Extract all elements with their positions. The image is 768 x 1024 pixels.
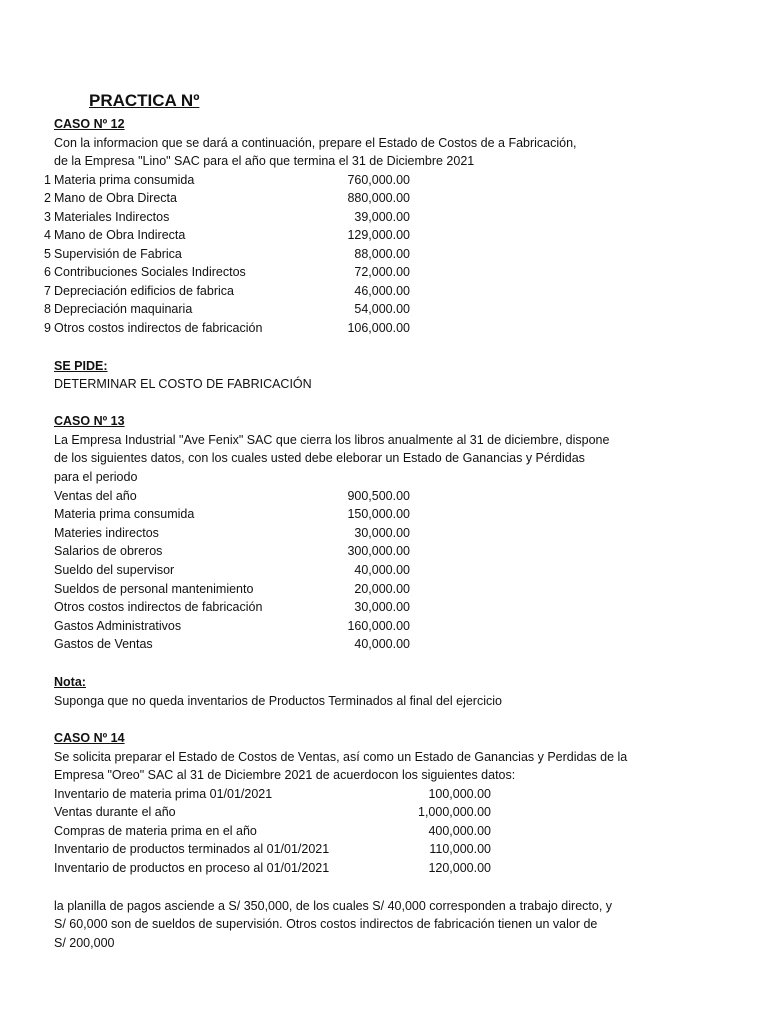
caso14-item-label: Inventario de productos terminados al 01/01/2021 — [54, 842, 330, 856]
caso13-item-label: Sueldos de personal mantenimiento — [54, 582, 254, 596]
caso12-item-value: 760,000.00 — [347, 173, 410, 187]
caso12-item-label: Mano de Obra Indirecta — [54, 228, 186, 242]
caso12-item-label: Materiales Indirectos — [54, 210, 170, 224]
caso12-item-value: 39,000.00 — [354, 210, 410, 224]
caso13-intro-line2: de los siguientes datos, con los cuales usted debe eleborar un Estado de Ganancias y Pérdidas — [54, 451, 585, 465]
caso13-item-label: Salarios de obreros — [54, 544, 163, 558]
caso13-item-value: 20,000.00 — [354, 582, 410, 596]
caso12-item-value: 54,000.00 — [354, 302, 410, 316]
caso12-item-number: 4 — [44, 228, 51, 242]
caso13-item-value: 150,000.00 — [347, 507, 410, 521]
caso14-item-label: Inventario de materia prima 01/01/2021 — [54, 787, 273, 801]
caso13-item-value: 160,000.00 — [347, 619, 410, 633]
caso12-item-label: Otros costos indirectos de fabricación — [54, 321, 263, 335]
caso12-item-label: Contribuciones Sociales Indirectos — [54, 265, 246, 279]
caso13-item-value: 300,000.00 — [347, 544, 410, 558]
caso14-item-value: 1,000,000.00 — [418, 805, 491, 819]
caso12-heading: CASO Nº 12 — [54, 117, 125, 131]
caso12-item-number: 2 — [44, 191, 51, 205]
caso14-intro-line1: Se solicita preparar el Estado de Costos de Ventas, así como un Estado de Ganancias y Perdidas de la — [54, 750, 628, 764]
caso14-item-label: Ventas durante el año — [54, 805, 176, 819]
caso12-item-label: Materia prima consumida — [54, 173, 195, 187]
nota-heading: Nota: — [54, 675, 86, 689]
caso13-item-value: 40,000.00 — [354, 637, 410, 651]
caso12-item-number: 9 — [44, 321, 51, 335]
caso14-item-value: 100,000.00 — [428, 787, 491, 801]
caso12-item-label: Mano de Obra Directa — [54, 191, 177, 205]
caso13-item-label: Gastos de Ventas — [54, 637, 153, 651]
caso12-item-value: 46,000.00 — [354, 284, 410, 298]
caso14-paragraph-line3: S/ 200,000 — [54, 936, 115, 950]
caso13-intro-line1: La Empresa Industrial "Ave Fenix" SAC que cierra los libros anualmente al 31 de diciembre, dispone — [54, 433, 610, 447]
caso14-paragraph-line2: S/ 60,000 son de sueldos de supervisión. Otros costos indirectos de fabricación tienen un valor de — [54, 917, 598, 931]
caso13-item-value: 30,000.00 — [354, 600, 410, 614]
caso13-item-value: 900,500.00 — [347, 489, 410, 503]
caso13-intro-line3: para el periodo — [54, 470, 138, 484]
caso13-item-value: 30,000.00 — [354, 526, 410, 540]
page-title: PRACTICA Nº — [89, 91, 200, 110]
caso12-item-number: 6 — [44, 265, 51, 279]
caso14-item-label: Inventario de productos en proceso al 01/01/2021 — [54, 861, 330, 875]
se-pide-heading: SE PIDE: — [54, 359, 108, 373]
caso13-item-label: Gastos Administrativos — [54, 619, 182, 633]
caso12-item-label: Depreciación edificios de fabrica — [54, 284, 234, 298]
caso14-item-value: 110,000.00 — [429, 842, 491, 856]
caso12-intro-line1: Con la informacion que se dará a continuación, prepare el Estado de Costos de a Fabricación, — [54, 136, 577, 150]
caso12-item-value: 106,000.00 — [347, 321, 410, 335]
caso12-item-value: 88,000.00 — [354, 247, 410, 261]
caso12-item-value: 72,000.00 — [354, 265, 410, 279]
caso14-item-value: 120,000.00 — [428, 861, 491, 875]
caso12-item-number: 8 — [44, 302, 51, 316]
caso13-item-label: Ventas del año — [54, 489, 137, 503]
caso13-heading: CASO Nº 13 — [54, 414, 125, 428]
caso13-item-label: Materies indirectos — [54, 526, 159, 540]
caso14-heading: CASO Nº 14 — [54, 731, 125, 745]
caso12-intro-line2: de la Empresa "Lino" SAC para el año que termina el 31 de Diciembre 2021 — [54, 154, 475, 168]
caso12-item-value: 880,000.00 — [347, 191, 410, 205]
caso12-item-number: 7 — [44, 284, 51, 298]
nota-text: Suponga que no queda inventarios de Productos Terminados al final del ejercicio — [54, 694, 502, 708]
caso12-item-number: 3 — [44, 210, 51, 224]
caso13-item-label: Otros costos indirectos de fabricación — [54, 600, 263, 614]
caso12-item-label: Depreciación maquinaria — [54, 302, 193, 316]
caso14-item-label: Compras de materia prima en el año — [54, 824, 257, 838]
caso14-item-value: 400,000.00 — [428, 824, 491, 838]
caso12-item-value: 129,000.00 — [347, 228, 410, 242]
caso12-item-number: 5 — [44, 247, 51, 261]
caso12-item-number: 1 — [44, 173, 51, 187]
caso13-item-label: Sueldo del supervisor — [54, 563, 175, 577]
caso12-item-label: Supervisión de Fabrica — [54, 247, 182, 261]
caso14-paragraph-line1: la planilla de pagos asciende a S/ 350,000, de los cuales S/ 40,000 corresponden a trabajo directo, y — [54, 899, 613, 913]
caso12-task: DETERMINAR EL COSTO DE FABRICACIÓN — [54, 377, 312, 391]
caso14-intro-line2: Empresa "Oreo" SAC al 31 de Diciembre 2021 de acuerdocon los siguientes datos: — [54, 768, 516, 782]
caso13-item-value: 40,000.00 — [354, 563, 410, 577]
caso13-item-label: Materia prima consumida — [54, 507, 195, 521]
